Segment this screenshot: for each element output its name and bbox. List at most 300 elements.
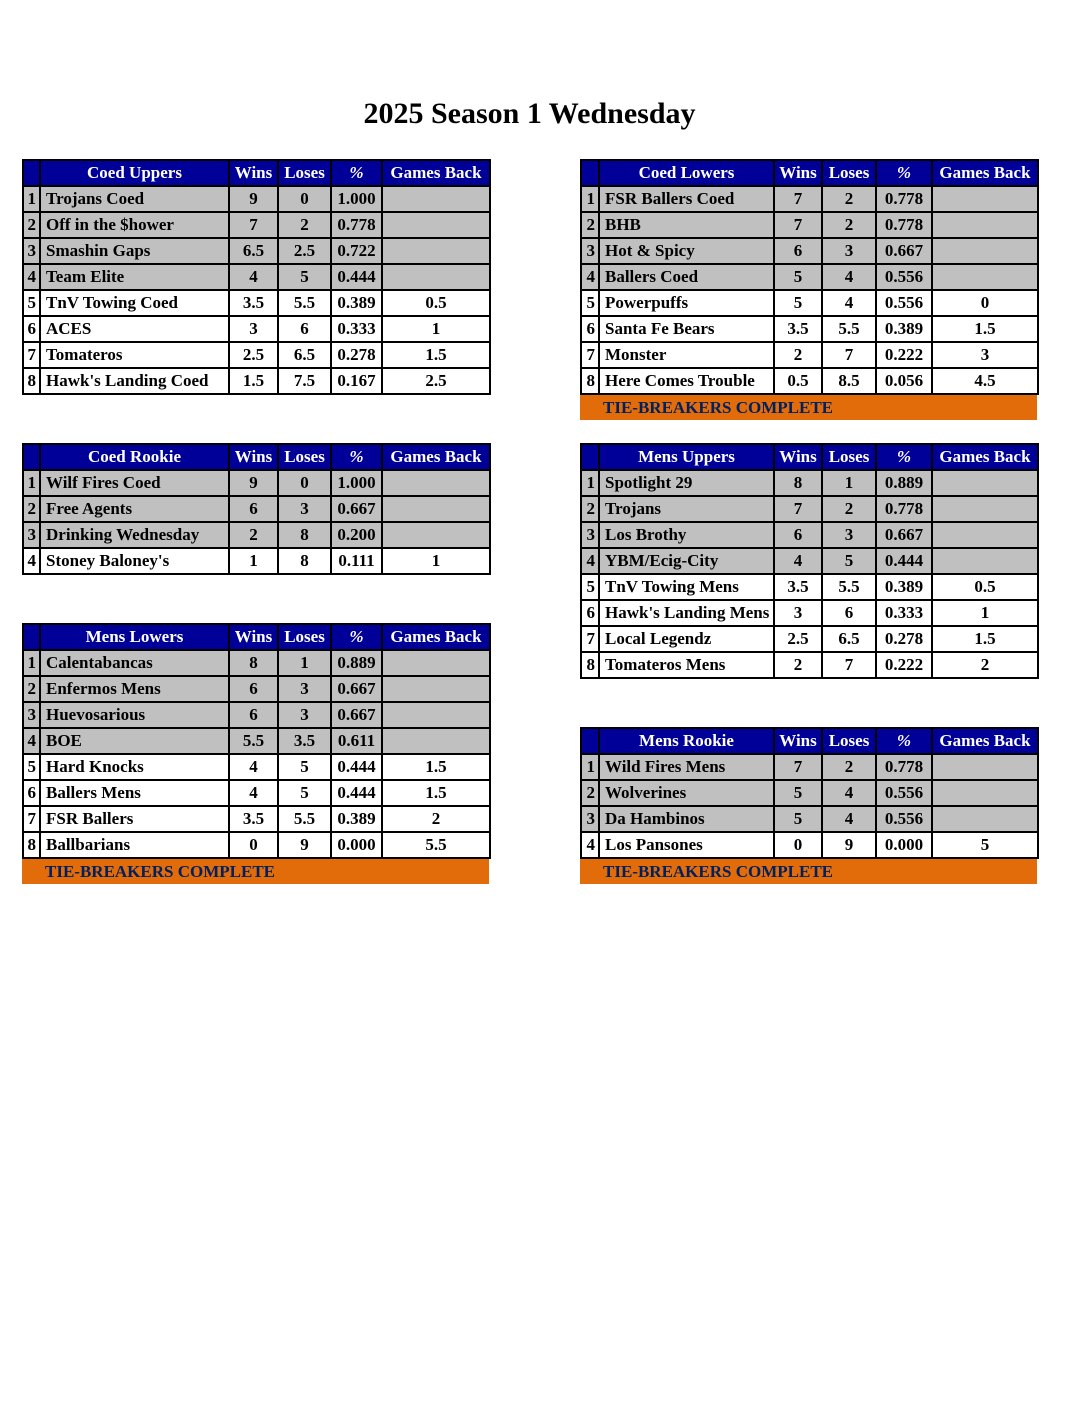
team-cell: Ballers Mens [40,780,229,806]
wins-cell: 1.5 [229,368,278,394]
loses-cell: 9 [822,832,876,858]
rank-cell: 5 [23,754,40,780]
tiebreakers-banner: TIE-BREAKERS COMPLETE [580,859,1037,884]
column-header-games-back: Games Back [382,160,490,186]
pct-cell: 0.778 [876,754,932,780]
wins-cell: 6 [229,702,278,728]
wins-cell: 4 [229,754,278,780]
table-row [581,806,1038,832]
wins-cell: 3.5 [774,316,822,342]
games-back-cell [932,186,1038,212]
team-cell: Enfermos Mens [40,676,229,702]
table-row [23,238,490,264]
wins-cell: 5 [774,806,822,832]
column-header-pct: % [876,160,932,186]
loses-cell: 7 [822,342,876,368]
team-cell: Drinking Wednesday [40,522,229,548]
games-back-cell: 0 [932,290,1038,316]
games-back-cell: 5.5 [382,832,490,858]
wins-cell: 4 [229,264,278,290]
loses-cell: 5 [278,754,331,780]
table-row [23,728,490,754]
table-title: Mens Lowers [40,624,229,650]
games-back-cell [932,238,1038,264]
loses-cell: 2 [822,186,876,212]
standings-section-mens-rookie [580,727,1037,884]
column-header-wins: Wins [229,444,278,470]
wins-cell: 4 [774,548,822,574]
rank-cell: 7 [581,342,599,368]
pct-cell: 0.667 [331,702,382,728]
rank-cell: 4 [581,264,599,290]
wins-cell: 2.5 [774,626,822,652]
rank-cell: 5 [581,574,599,600]
team-cell: Los Brothy [599,522,774,548]
table-row [581,574,1038,600]
standings-section-coed-uppers [22,159,489,395]
pct-cell: 0.200 [331,522,382,548]
header-row [581,444,1038,470]
games-back-cell: 5 [932,832,1038,858]
pct-cell: 0.444 [331,264,382,290]
wins-cell: 2 [774,342,822,368]
games-back-cell: 2 [932,652,1038,678]
wins-cell: 3.5 [774,574,822,600]
rank-cell: 2 [23,496,40,522]
rank-cell: 2 [581,780,599,806]
games-back-cell [932,548,1038,574]
team-cell: Da Hambinos [599,806,774,832]
pct-cell: 0.778 [331,212,382,238]
page-title: 2025 Season 1 Wednesday [363,97,696,130]
wins-cell: 3.5 [229,290,278,316]
pct-cell: 0.333 [876,600,932,626]
loses-cell: 4 [822,806,876,832]
wins-cell: 4 [229,780,278,806]
rank-column-header [581,728,599,754]
wins-cell: 8 [774,470,822,496]
pct-cell: 0.778 [876,496,932,522]
table-row [23,650,490,676]
rank-cell: 4 [23,548,40,574]
games-back-cell [382,496,490,522]
pct-cell: 0.778 [876,186,932,212]
rank-cell: 1 [23,650,40,676]
table-row [23,754,490,780]
loses-cell: 3 [278,676,331,702]
tiebreakers-banner: TIE-BREAKERS COMPLETE [22,859,489,884]
table-row [581,548,1038,574]
pct-cell: 0.444 [331,754,382,780]
table-row [581,652,1038,678]
table-row [23,470,490,496]
wins-cell: 3 [774,600,822,626]
team-cell: BHB [599,212,774,238]
table-row [581,264,1038,290]
loses-cell: 2 [822,754,876,780]
games-back-cell [382,212,490,238]
games-back-cell: 1.5 [382,780,490,806]
standings-table [22,443,491,575]
column-header-loses: Loses [822,160,876,186]
team-cell: Smashin Gaps [40,238,229,264]
wins-cell: 6 [774,238,822,264]
table-row [23,186,490,212]
table-row [581,342,1038,368]
rank-cell: 1 [581,754,599,780]
team-cell: ACES [40,316,229,342]
rank-cell: 2 [23,676,40,702]
pct-cell: 0.222 [876,652,932,678]
pct-cell: 0.444 [331,780,382,806]
team-cell: Hard Knocks [40,754,229,780]
rank-cell: 4 [23,728,40,754]
column-header-wins: Wins [774,728,822,754]
rank-cell: 2 [581,496,599,522]
table-row [23,290,490,316]
header-row [23,444,490,470]
wins-cell: 3 [229,316,278,342]
loses-cell: 2.5 [278,238,331,264]
loses-cell: 6.5 [278,342,331,368]
wins-cell: 0.5 [774,368,822,394]
table-title: Mens Rookie [599,728,774,754]
team-cell: Here Comes Trouble [599,368,774,394]
games-back-cell [932,264,1038,290]
team-cell: Ballers Coed [599,264,774,290]
column-header-wins: Wins [774,444,822,470]
column-header-pct: % [331,624,382,650]
rank-column-header [581,160,599,186]
team-cell: TnV Towing Coed [40,290,229,316]
rank-cell: 7 [23,806,40,832]
table-row [23,342,490,368]
table-row [581,780,1038,806]
table-row [581,368,1038,394]
team-cell: Monster [599,342,774,368]
rank-cell: 1 [581,470,599,496]
rank-cell: 2 [23,212,40,238]
team-cell: YBM/Ecig-City [599,548,774,574]
standings-section-mens-uppers [580,443,1037,679]
pct-cell: 0.722 [331,238,382,264]
rank-cell: 6 [23,780,40,806]
loses-cell: 6.5 [822,626,876,652]
standings-table [22,159,491,395]
rank-column-header [581,444,599,470]
column-header-pct: % [331,160,382,186]
rank-cell: 8 [581,368,599,394]
table-row [23,702,490,728]
pct-cell: 0.611 [331,728,382,754]
loses-cell: 8 [278,522,331,548]
loses-cell: 4 [822,264,876,290]
wins-cell: 5 [774,264,822,290]
wins-cell: 7 [774,186,822,212]
team-cell: FSR Ballers [40,806,229,832]
loses-cell: 5.5 [822,574,876,600]
table-row [581,316,1038,342]
column-header-games-back: Games Back [932,444,1038,470]
table-row [581,626,1038,652]
rank-cell: 5 [23,290,40,316]
column-header-games-back: Games Back [382,444,490,470]
loses-cell: 6 [278,316,331,342]
rank-cell: 4 [23,264,40,290]
rank-column-header [23,160,40,186]
pct-cell: 1.000 [331,186,382,212]
pct-cell: 0.278 [331,342,382,368]
loses-cell: 3 [822,238,876,264]
loses-cell: 3.5 [278,728,331,754]
team-cell: Tomateros Mens [599,652,774,678]
team-cell: Ballbarians [40,832,229,858]
loses-cell: 2 [822,496,876,522]
table-row [581,522,1038,548]
rank-cell: 7 [23,342,40,368]
loses-cell: 5 [278,264,331,290]
pct-cell: 0.000 [876,832,932,858]
loses-cell: 8.5 [822,368,876,394]
rank-cell: 4 [581,548,599,574]
rank-cell: 4 [581,832,599,858]
team-cell: Team Elite [40,264,229,290]
column-header-games-back: Games Back [932,160,1038,186]
wins-cell: 6 [229,676,278,702]
games-back-cell: 1 [932,600,1038,626]
games-back-cell: 3 [932,342,1038,368]
column-header-pct: % [876,444,932,470]
team-cell: Los Pansones [599,832,774,858]
loses-cell: 1 [278,650,331,676]
column-header-pct: % [331,444,382,470]
pct-cell: 0.778 [876,212,932,238]
table-row [23,806,490,832]
table-row [581,600,1038,626]
pct-cell: 0.556 [876,290,932,316]
loses-cell: 5.5 [278,290,331,316]
rank-cell: 2 [581,212,599,238]
games-back-cell: 4.5 [932,368,1038,394]
wins-cell: 5 [774,780,822,806]
wins-cell: 3.5 [229,806,278,832]
wins-cell: 7 [229,212,278,238]
header-row [581,728,1038,754]
rank-cell: 3 [23,702,40,728]
rank-cell: 3 [581,238,599,264]
rank-cell: 3 [23,522,40,548]
loses-cell: 0 [278,186,331,212]
table-row [581,754,1038,780]
loses-cell: 9 [278,832,331,858]
table-row [23,264,490,290]
pct-cell: 0.556 [876,264,932,290]
table-row [23,832,490,858]
header-row [581,160,1038,186]
loses-cell: 3 [822,522,876,548]
loses-cell: 7 [822,652,876,678]
rank-cell: 8 [581,652,599,678]
games-back-cell: 2.5 [382,368,490,394]
tiebreakers-banner: TIE-BREAKERS COMPLETE [580,395,1037,420]
loses-cell: 4 [822,290,876,316]
games-back-cell [932,522,1038,548]
games-back-cell [932,806,1038,832]
table-row [581,832,1038,858]
team-cell: FSR Ballers Coed [599,186,774,212]
games-back-cell [382,702,490,728]
column-header-loses: Loses [278,444,331,470]
loses-cell: 3 [278,702,331,728]
pct-cell: 0.556 [876,806,932,832]
team-cell: BOE [40,728,229,754]
team-cell: Hot & Spicy [599,238,774,264]
standings-section-coed-rookie [22,443,489,575]
pct-cell: 0.167 [331,368,382,394]
games-back-cell [932,470,1038,496]
pct-cell: 0.222 [876,342,932,368]
team-cell: Trojans Coed [40,186,229,212]
table-row [581,496,1038,522]
team-cell: Huevosarious [40,702,229,728]
wins-cell: 1 [229,548,278,574]
rank-column-header [23,624,40,650]
loses-cell: 2 [278,212,331,238]
column-header-loses: Loses [278,624,331,650]
games-back-cell: 1 [382,316,490,342]
pct-cell: 0.389 [876,316,932,342]
pct-cell: 0.056 [876,368,932,394]
pct-cell: 0.667 [331,496,382,522]
team-cell: Powerpuffs [599,290,774,316]
table-row [581,290,1038,316]
games-back-cell: 1.5 [382,754,490,780]
standings-table [22,623,491,859]
loses-cell: 4 [822,780,876,806]
rank-cell: 6 [23,316,40,342]
rank-cell: 1 [23,470,40,496]
column-header-loses: Loses [822,444,876,470]
rank-cell: 7 [581,626,599,652]
table-row [23,522,490,548]
table-title: Coed Lowers [599,160,774,186]
table-row [581,238,1038,264]
pct-cell: 0.556 [876,780,932,806]
loses-cell: 2 [822,212,876,238]
wins-cell: 8 [229,650,278,676]
table-row [23,368,490,394]
loses-cell: 5 [822,548,876,574]
team-cell: Local Legendz [599,626,774,652]
team-cell: Stoney Baloney's [40,548,229,574]
pct-cell: 0.889 [876,470,932,496]
pct-cell: 0.889 [331,650,382,676]
wins-cell: 0 [774,832,822,858]
table-row [23,316,490,342]
pct-cell: 0.111 [331,548,382,574]
loses-cell: 6 [822,600,876,626]
column-header-wins: Wins [229,160,278,186]
pct-cell: 0.389 [876,574,932,600]
wins-cell: 2 [774,652,822,678]
table-row [23,496,490,522]
team-cell: Hawk's Landing Coed [40,368,229,394]
games-back-cell [932,496,1038,522]
rank-cell: 3 [581,806,599,832]
games-back-cell: 1 [382,548,490,574]
team-cell: Hawk's Landing Mens [599,600,774,626]
column-header-games-back: Games Back [382,624,490,650]
table-title: Coed Uppers [40,160,229,186]
games-back-cell: 0.5 [932,574,1038,600]
pct-cell: 0.278 [876,626,932,652]
games-back-cell [382,186,490,212]
wins-cell: 5.5 [229,728,278,754]
table-row [581,186,1038,212]
table-title: Mens Uppers [599,444,774,470]
team-cell: Off in the $hower [40,212,229,238]
pct-cell: 0.667 [876,522,932,548]
loses-cell: 5 [278,780,331,806]
rank-cell: 6 [581,316,599,342]
header-row [23,160,490,186]
pct-cell: 0.444 [876,548,932,574]
table-row [23,548,490,574]
wins-cell: 5 [774,290,822,316]
games-back-cell [932,212,1038,238]
table-row [23,212,490,238]
team-cell: TnV Towing Mens [599,574,774,600]
column-header-wins: Wins [774,160,822,186]
games-back-cell [382,470,490,496]
team-cell: Free Agents [40,496,229,522]
games-back-cell: 2 [382,806,490,832]
team-cell: Wolverines [599,780,774,806]
games-back-cell: 1.5 [382,342,490,368]
table-row [23,676,490,702]
pct-cell: 0.389 [331,290,382,316]
rank-cell: 1 [581,186,599,212]
games-back-cell: 1.5 [932,316,1038,342]
standings-section-mens-lowers [22,623,489,884]
column-header-loses: Loses [822,728,876,754]
pct-cell: 0.667 [876,238,932,264]
standings-section-coed-lowers [580,159,1037,420]
loses-cell: 7.5 [278,368,331,394]
wins-cell: 7 [774,212,822,238]
rank-cell: 3 [581,522,599,548]
games-back-cell [932,780,1038,806]
loses-cell: 5.5 [822,316,876,342]
games-back-cell [382,522,490,548]
table-title: Coed Rookie [40,444,229,470]
standings-table [580,727,1039,859]
wins-cell: 6.5 [229,238,278,264]
table-row [581,470,1038,496]
table-row [23,780,490,806]
games-back-cell [932,754,1038,780]
rank-cell: 6 [581,600,599,626]
pct-cell: 1.000 [331,470,382,496]
standings-table [580,443,1039,679]
wins-cell: 2 [229,522,278,548]
column-header-loses: Loses [278,160,331,186]
rank-cell: 8 [23,368,40,394]
loses-cell: 8 [278,548,331,574]
loses-cell: 5.5 [278,806,331,832]
wins-cell: 7 [774,754,822,780]
pct-cell: 0.667 [331,676,382,702]
